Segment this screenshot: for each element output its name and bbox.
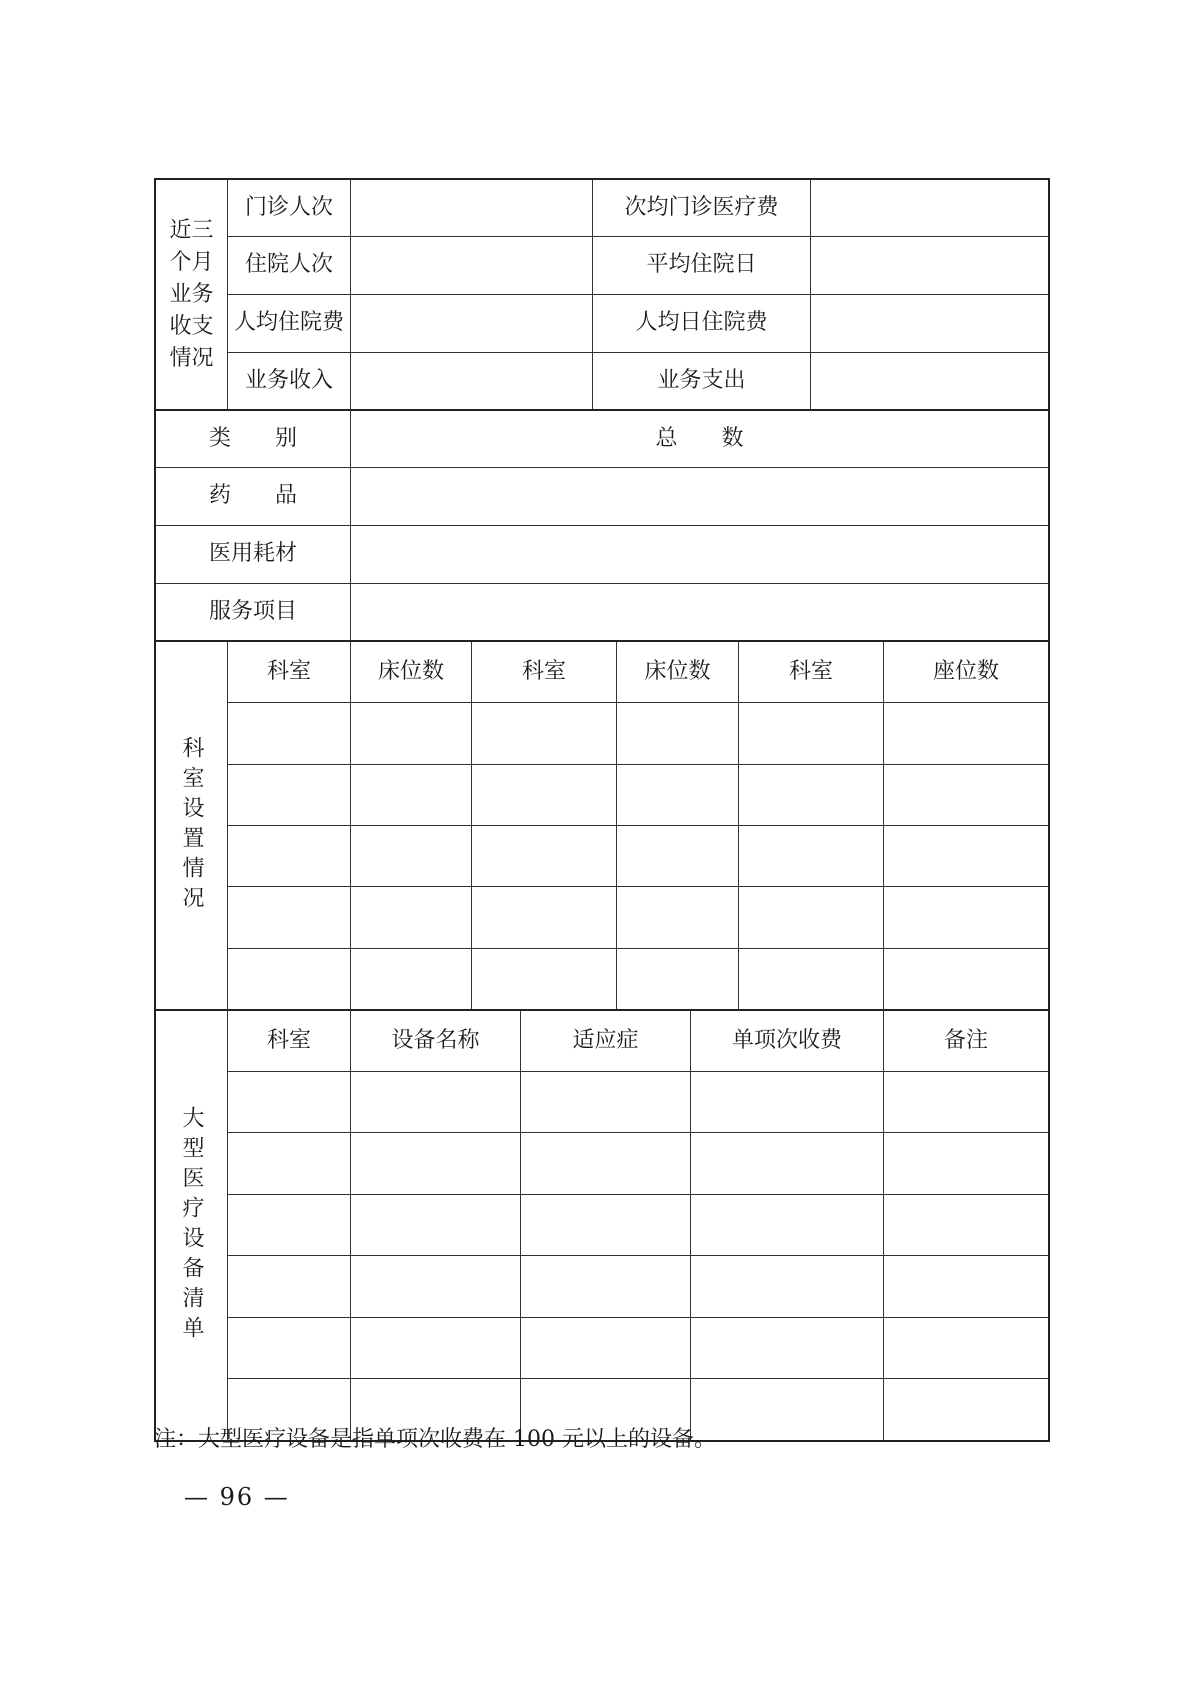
beds-cell[interactable] bbox=[350, 826, 471, 886]
dept-cell[interactable] bbox=[471, 765, 616, 825]
equip-header: 适应症 bbox=[520, 1011, 690, 1071]
beds-cell[interactable] bbox=[616, 703, 738, 764]
category-row bbox=[156, 467, 1048, 525]
seats-cell[interactable] bbox=[883, 765, 1048, 825]
equip-header: 单项次收费 bbox=[690, 1011, 883, 1071]
departments-header-row bbox=[228, 642, 1048, 702]
table-row bbox=[228, 948, 1048, 1009]
dept-header: 座位数 bbox=[883, 642, 1048, 702]
business-row bbox=[228, 180, 1048, 236]
beds-cell[interactable] bbox=[350, 887, 471, 948]
equipment-header-row bbox=[228, 1011, 1048, 1071]
equip-dept-cell[interactable] bbox=[228, 1195, 350, 1255]
equip-name-cell[interactable] bbox=[350, 1133, 520, 1194]
category-row bbox=[156, 525, 1048, 583]
dept-cell[interactable] bbox=[471, 887, 616, 948]
fee-cell[interactable] bbox=[690, 1256, 883, 1317]
equip-name-cell[interactable] bbox=[350, 1318, 520, 1378]
category-type-header: 类 别 bbox=[208, 425, 297, 451]
indication-cell[interactable] bbox=[520, 1072, 690, 1132]
footnote: 注：大型医疗设备是指单项次收费在 100 元以上的设备。 bbox=[154, 1427, 716, 1452]
business-row bbox=[228, 294, 1048, 352]
dept-cell[interactable] bbox=[738, 887, 883, 948]
seats-cell[interactable] bbox=[883, 826, 1048, 886]
category-label: 服务项目 bbox=[208, 598, 297, 624]
business-left-value[interactable] bbox=[350, 353, 592, 409]
indication-cell[interactable] bbox=[520, 1256, 690, 1317]
dept-header: 床位数 bbox=[350, 642, 471, 702]
business-left-value[interactable] bbox=[350, 237, 592, 294]
equip-header: 设备名称 bbox=[350, 1011, 520, 1071]
remark-cell[interactable] bbox=[883, 1072, 1048, 1132]
dept-cell[interactable] bbox=[228, 949, 350, 1009]
dept-header: 科室 bbox=[266, 658, 311, 684]
beds-cell[interactable] bbox=[616, 887, 738, 948]
business-left-value[interactable] bbox=[350, 295, 592, 352]
business-left-value[interactable] bbox=[350, 180, 592, 236]
business-row bbox=[228, 352, 1048, 409]
category-total-value[interactable] bbox=[350, 584, 1048, 640]
dept-cell[interactable] bbox=[228, 887, 350, 948]
hospital-info-table bbox=[154, 178, 1050, 1442]
beds-cell[interactable] bbox=[616, 826, 738, 886]
table-row bbox=[228, 886, 1048, 948]
business-section bbox=[156, 180, 1048, 409]
seats-cell[interactable] bbox=[883, 887, 1048, 948]
dept-cell[interactable] bbox=[228, 765, 350, 825]
business-right-value[interactable] bbox=[810, 295, 1048, 352]
dept-cell[interactable] bbox=[738, 765, 883, 825]
dept-header: 床位数 bbox=[616, 642, 738, 702]
dept-cell[interactable] bbox=[228, 826, 350, 886]
table-row bbox=[228, 1317, 1048, 1378]
category-section bbox=[156, 409, 1048, 640]
table-row bbox=[228, 764, 1048, 825]
business-left-label: 业务收入 bbox=[244, 367, 333, 393]
remark-cell[interactable] bbox=[883, 1318, 1048, 1378]
table-row bbox=[228, 1194, 1048, 1255]
departments-section-label: 科室设置情况 bbox=[156, 642, 228, 1009]
dept-cell[interactable] bbox=[471, 703, 616, 764]
indication-cell[interactable] bbox=[520, 1318, 690, 1378]
departments-section bbox=[156, 640, 1048, 1009]
business-right-label: 人均日住院费 bbox=[592, 295, 810, 352]
remark-cell[interactable] bbox=[883, 1133, 1048, 1194]
dept-cell[interactable] bbox=[471, 949, 616, 1009]
dept-cell[interactable] bbox=[738, 703, 883, 764]
business-section-label: 近三个月业务收支情况 bbox=[156, 180, 228, 409]
seats-cell[interactable] bbox=[883, 949, 1048, 1009]
business-right-value[interactable] bbox=[810, 353, 1048, 409]
equip-name-cell[interactable] bbox=[350, 1195, 520, 1255]
dept-cell[interactable] bbox=[738, 949, 883, 1009]
dept-header: 科室 bbox=[471, 642, 616, 702]
fee-cell[interactable] bbox=[690, 1318, 883, 1378]
fee-cell[interactable] bbox=[690, 1379, 883, 1440]
business-left-label: 门诊人次 bbox=[244, 194, 333, 220]
dept-cell[interactable] bbox=[738, 826, 883, 886]
business-left-label: 人均住院费 bbox=[233, 310, 344, 336]
category-header-row bbox=[156, 411, 1048, 467]
business-right-label: 平均住院日 bbox=[592, 237, 810, 294]
remark-cell[interactable] bbox=[883, 1379, 1048, 1440]
remark-cell[interactable] bbox=[883, 1195, 1048, 1255]
table-row bbox=[228, 1071, 1048, 1132]
business-right-value[interactable] bbox=[810, 180, 1048, 236]
remark-cell[interactable] bbox=[883, 1256, 1048, 1317]
category-row bbox=[156, 583, 1048, 640]
category-label: 药 品 bbox=[208, 483, 297, 509]
business-right-label: 次均门诊医疗费 bbox=[592, 180, 810, 236]
dept-header: 科室 bbox=[738, 642, 883, 702]
fee-cell[interactable] bbox=[690, 1133, 883, 1194]
beds-cell[interactable] bbox=[350, 765, 471, 825]
beds-cell[interactable] bbox=[616, 765, 738, 825]
equip-dept-cell[interactable] bbox=[228, 1256, 350, 1317]
equip-header: 科室 bbox=[266, 1027, 311, 1053]
equip-header: 备注 bbox=[883, 1011, 1048, 1071]
category-total-header: 总 数 bbox=[350, 411, 1048, 467]
business-row bbox=[228, 236, 1048, 294]
indication-cell[interactable] bbox=[520, 1195, 690, 1255]
table-row bbox=[228, 825, 1048, 886]
category-total-value[interactable] bbox=[350, 468, 1048, 525]
table-row bbox=[228, 1255, 1048, 1317]
beds-cell[interactable] bbox=[616, 949, 738, 1009]
equip-dept-cell[interactable] bbox=[228, 1072, 350, 1132]
indication-cell[interactable] bbox=[520, 1133, 690, 1194]
business-left-label: 住院人次 bbox=[244, 252, 333, 278]
equipment-section bbox=[156, 1009, 1048, 1440]
category-total-value[interactable] bbox=[350, 526, 1048, 583]
beds-cell[interactable] bbox=[350, 703, 471, 764]
business-right-value[interactable] bbox=[810, 237, 1048, 294]
equip-name-cell[interactable] bbox=[350, 1256, 520, 1317]
dept-cell[interactable] bbox=[471, 826, 616, 886]
beds-cell[interactable] bbox=[350, 949, 471, 1009]
equip-dept-cell[interactable] bbox=[228, 1133, 350, 1194]
fee-cell[interactable] bbox=[690, 1195, 883, 1255]
business-right-label: 业务支出 bbox=[592, 353, 810, 409]
table-row bbox=[228, 1132, 1048, 1194]
seats-cell[interactable] bbox=[883, 703, 1048, 764]
page-number: — 96 — bbox=[184, 1483, 290, 1511]
fee-cell[interactable] bbox=[690, 1072, 883, 1132]
equip-name-cell[interactable] bbox=[350, 1072, 520, 1132]
category-label: 医用耗材 bbox=[208, 541, 297, 567]
equipment-section-label: 大型医疗设备清单 bbox=[156, 1011, 228, 1440]
dept-cell[interactable] bbox=[228, 703, 350, 764]
table-row bbox=[228, 702, 1048, 764]
equip-dept-cell[interactable] bbox=[228, 1318, 350, 1378]
